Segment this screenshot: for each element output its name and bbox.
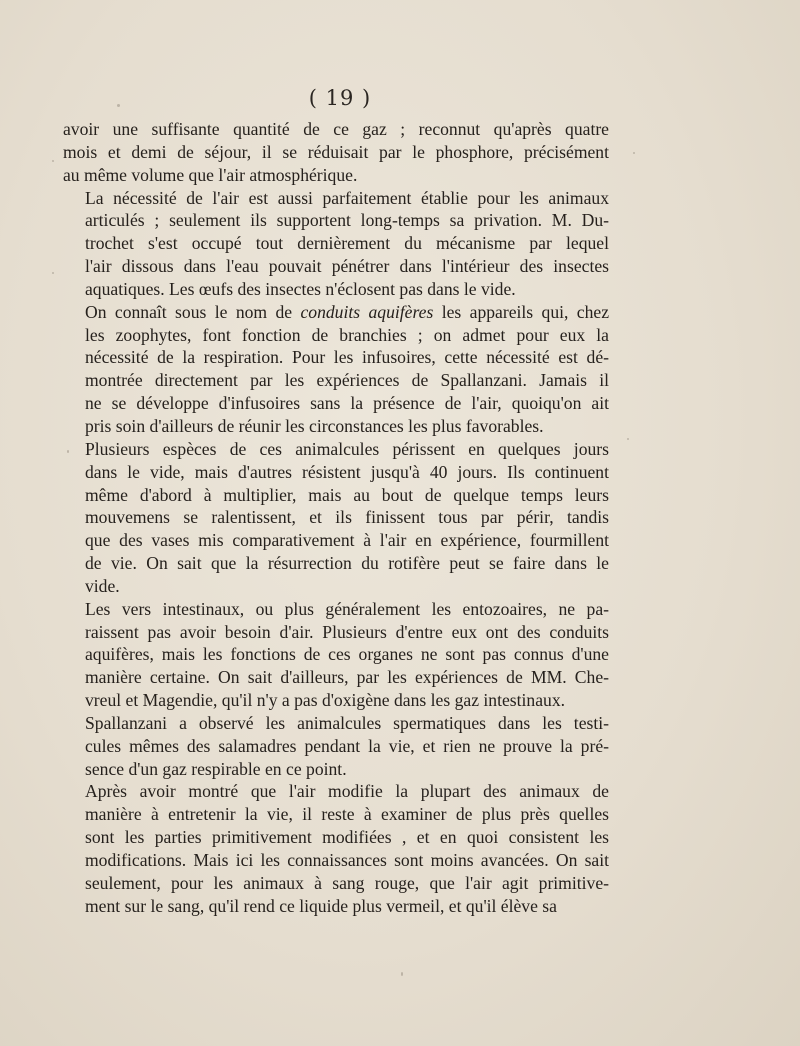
line-text: sence d'un gaz respirable en ce point. [85, 758, 347, 779]
text-line [63, 438, 609, 461]
text-line [63, 141, 609, 164]
paragraph [63, 118, 609, 187]
text-line [63, 278, 609, 301]
text-line [63, 232, 609, 255]
paragraph [63, 780, 609, 917]
text-line [63, 598, 609, 621]
text-line [63, 118, 609, 141]
paragraph [63, 712, 609, 781]
line-text: La nécessité de l'air est aussi parfaitement établie pour les animaux [85, 187, 609, 208]
line-text: Les vers intestinaux, ou plus généralement les entozoaires, ne pa- [85, 598, 609, 619]
text-line [63, 506, 609, 529]
text-line [63, 552, 609, 575]
line-text: ne se développe d'infusoires sans la présence de l'air, quoiqu'on ait [85, 393, 609, 414]
line-text: mouvemens se ralentissent, et ils finissent tous par périr, tandis [85, 507, 609, 528]
text-line [63, 392, 609, 415]
line-text: raissent pas avoir besoin d'air. Plusieurs d'entre eux ont des conduits [85, 621, 609, 642]
text-line [63, 849, 609, 872]
line-text: manière à entretenir la vie, il reste à examiner de plus près quelles [85, 804, 609, 825]
line-text: aquatiques. Les œufs des insectes n'éclosent pas dans le vide. [85, 278, 516, 299]
line-text: sont les parties primitivement modifiées , et en quoi consistent les [85, 827, 609, 848]
line-text: seulement, pour les animaux à sang rouge, que l'air agit primitive- [85, 872, 609, 893]
paragraph [63, 438, 609, 598]
line-text: l'air dissous dans l'eau pouvait pénétrer dans l'intérieur des insectes [85, 256, 609, 277]
text-line [63, 803, 609, 826]
text-line [63, 346, 609, 369]
text-line [63, 689, 609, 712]
paper-speck [52, 160, 54, 162]
text-line [63, 575, 609, 598]
text-line [63, 187, 609, 210]
line-text: Spallanzani a observé les animalcules spermatiques dans les testi- [85, 712, 609, 733]
line-text: articulés ; seulement ils supportent long-temps sa privation. M. Du- [85, 210, 609, 231]
text-line [63, 324, 609, 347]
text-line [63, 369, 609, 392]
page-number: ( 19 ) [308, 86, 372, 110]
line-text: vide. [85, 575, 120, 596]
paper-speck [67, 450, 69, 453]
text-line [63, 484, 609, 507]
paper-speck [117, 104, 120, 107]
text-line [63, 826, 609, 849]
paragraph [63, 187, 609, 301]
line-text: au même volume que l'air atmosphérique. [63, 164, 358, 185]
text-line [63, 529, 609, 552]
line-text: avoir une suffisante quantité de ce gaz ; reconnut qu'après quatre [63, 119, 609, 139]
line-text: Après avoir montré que l'air modifie la plupart des animaux de [85, 781, 609, 802]
text-line [63, 895, 609, 918]
text-line [63, 621, 609, 644]
line-text: ment sur le sang, qu'il rend ce liquide plus vermeil, et qu'il élève sa [85, 895, 557, 916]
line-text: mois et demi de séjour, il se réduisait par le phosphore, précisément [63, 141, 609, 162]
line-text: nécessité de la respiration. Pour les infusoires, cette nécessité est dé- [85, 347, 609, 368]
line-text: cules mêmes des salamadres pendant la vie, et rien ne prouve la pré- [85, 735, 609, 756]
body-text [63, 118, 609, 918]
text-line [63, 415, 609, 438]
paper-speck [633, 152, 635, 154]
text-line [63, 164, 609, 187]
line-text: Plusieurs espèces de ces animalcules périssent en quelques jours [85, 438, 609, 459]
text-line [63, 666, 609, 689]
paragraph [63, 598, 609, 712]
line-text: aquifères, mais les fonctions de ces organes ne sont pas connus d'une [85, 644, 609, 665]
text-line [63, 780, 609, 803]
italic-term: conduits aquifères [300, 301, 434, 322]
line-text: montrée directement par les expériences de Spallanzani. Jamais il [85, 370, 609, 391]
text-line [63, 301, 609, 324]
line-text: dans le vide, mais d'autres résistent jusqu'à 40 jours. Ils continuent [85, 461, 609, 482]
line-text: même d'abord à multiplier, mais au bout de quelque temps leurs [85, 484, 609, 505]
paper-speck [401, 972, 403, 976]
line-text: les appareils qui, chez [433, 301, 610, 322]
line-text: vreul et Magendie, qu'il n'y a pas d'oxigène dans les gaz intestinaux. [85, 690, 566, 711]
text-line [63, 758, 609, 781]
paper-speck [627, 438, 629, 440]
text-line [63, 872, 609, 895]
text-line [63, 255, 609, 278]
line-text: les zoophytes, font fonction de branchies ; on admet pour eux la [85, 324, 609, 345]
text-line [63, 209, 609, 232]
line-text: On connaît sous le nom de [85, 301, 301, 322]
line-text: que des vases mis comparativement à l'air en expérience, fourmillent [85, 530, 609, 551]
text-line [63, 712, 609, 735]
paragraph [63, 301, 609, 438]
line-text: modifications. Mais ici les connaissances sont moins avancées. On sait [85, 850, 609, 870]
text-line [63, 643, 609, 666]
text-line [63, 735, 609, 758]
text-line [63, 461, 609, 484]
line-text: de vie. On sait que la résurrection du rotifère peut se faire dans le [85, 553, 609, 574]
line-text: trochet s'est occupé tout dernièrement du mécanisme par lequel [85, 233, 609, 254]
line-text: pris soin d'ailleurs de réunir les circonstances les plus favorables. [85, 415, 544, 436]
line-text: manière certaine. On sait d'ailleurs, par les expériences de MM. Che- [85, 667, 609, 688]
paper-speck [52, 272, 54, 274]
